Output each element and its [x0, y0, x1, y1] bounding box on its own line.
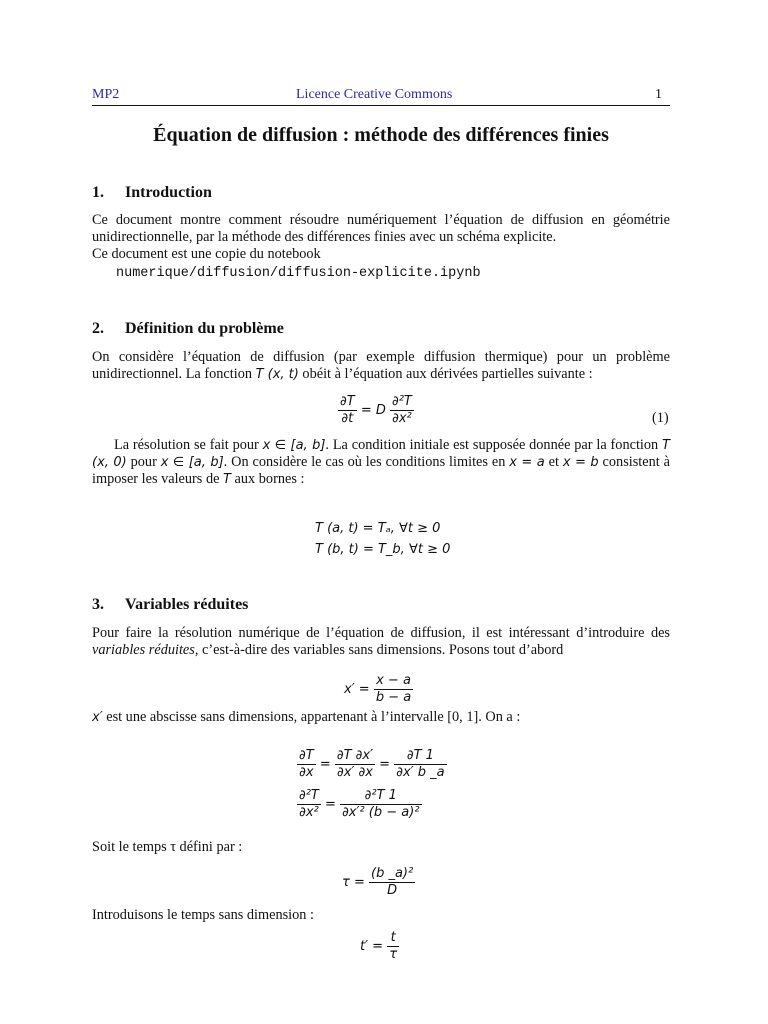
equation-lhs: x′ =	[344, 682, 370, 697]
section-3-para-3: Soit le temps τ défini par :	[92, 839, 243, 855]
derivative-equation-1: $\frac{\partial T}{\partial x}$ = $\frac{\partial T \partial x'}{\partial x' \partial x}$ = $\frac{\partial T 1}{\partial x' b \_a}$	[299, 748, 445, 780]
equation-number: (1)	[652, 410, 669, 426]
fraction-numerator: ∂²T	[392, 394, 412, 409]
fraction-denominator: ∂x²	[390, 410, 414, 427]
section-3-para-2	[92, 709, 670, 726]
fraction-numerator: x − a	[376, 673, 411, 688]
document-title: Équation de diffusion : méthode des différences finies	[153, 124, 609, 146]
fraction-denominator: b − a	[375, 690, 412, 705]
section-number: 3.	[92, 596, 104, 613]
header-course: MP2	[92, 87, 120, 102]
section-3-para-1	[92, 625, 670, 659]
fraction-numerator: ∂T	[299, 748, 314, 763]
math-inline: x ∈ [a, b]	[262, 438, 326, 453]
paragraph: Ce document est une copie du notebook	[92, 246, 321, 262]
equation-lhs: τ =	[342, 875, 365, 890]
section-title: Introduction	[125, 184, 212, 201]
text: La résolution se fait pour	[114, 437, 263, 453]
math-inline: T (x, 0)	[92, 438, 670, 470]
fraction-numerator: ∂²T	[299, 788, 319, 803]
emphasis: variables réduites	[92, 642, 195, 658]
section-title: Définition du problème	[125, 320, 284, 337]
section-number: 2.	[92, 320, 104, 337]
fraction-numerator: ∂²T 1	[364, 788, 397, 803]
text: Pour faire la résolution numérique de l’équation de diffusion, il est intéressant d’introduire des	[92, 625, 670, 641]
section-1-heading	[92, 184, 212, 202]
section-2-para-1	[92, 349, 670, 383]
fraction-denominator: ∂x′² (b − a)²	[342, 805, 420, 820]
math-inline: T	[223, 472, 231, 487]
text: . La condition initiale est supposée donnée par la fonction	[325, 437, 663, 453]
text: , c’est-à-dire des variables sans dimensions. Posons tout d’abord	[194, 642, 564, 658]
fraction-numerator: ∂T 1	[406, 748, 434, 763]
math-inline: x = b	[562, 455, 599, 470]
text: est une abscisse sans dimensions, appartenant à l’intervalle [0, 1]. On a :	[102, 709, 521, 725]
section-2-heading	[92, 320, 284, 338]
fraction-denominator: ∂x²	[297, 804, 321, 821]
math-operator: = D	[360, 403, 386, 418]
fraction-numerator: ∂T ∂x′	[336, 748, 374, 763]
reduced-time-equation	[360, 930, 399, 963]
text: pour	[126, 454, 161, 470]
fraction-denominator: ∂x′ b _a	[396, 765, 445, 780]
tau-equation	[342, 866, 415, 899]
fraction-numerator: t	[390, 930, 396, 945]
text: et	[544, 454, 563, 470]
section-2-para-2	[92, 437, 670, 488]
section-3-heading	[92, 596, 248, 614]
section-3-para-4: Introduisons le temps sans dimension :	[92, 907, 314, 923]
header-license: Licence Creative Commons	[296, 87, 453, 102]
section-title: Variables réduites	[125, 596, 249, 613]
text: . On considère le cas où les conditions limites en	[223, 454, 510, 470]
notebook-path: numerique/diffusion/diffusion-explicite.ipynb	[116, 266, 481, 281]
boundary-condition-b: T (b, t) = T_b, ∀t ≥ 0	[315, 542, 451, 557]
fraction-denominator: ∂x′ ∂x	[335, 764, 375, 781]
fraction-denominator: D	[369, 882, 415, 899]
reduced-x-equation	[344, 673, 413, 706]
page-number: 1	[655, 87, 662, 102]
paragraph: Ce document montre comment résoudre numériquement l’équation de diffusion en géométrie unidirectionnelle, par la méthode des différences finies avec un schéma explicite.	[92, 212, 670, 245]
equation-1	[338, 394, 414, 427]
fraction-numerator: (b _a)²	[371, 866, 414, 881]
section-1-body	[92, 212, 670, 282]
math-inline: x ∈ [a, b]	[160, 455, 224, 470]
header-rule	[92, 105, 670, 106]
fraction-numerator: ∂T	[340, 394, 355, 409]
section-number: 1.	[92, 184, 104, 201]
boundary-condition-a: T (a, t) = Tₐ, ∀t ≥ 0	[315, 521, 441, 536]
fraction-denominator: ∂t	[338, 410, 357, 427]
text: consistent à imposer les valeurs de	[92, 454, 670, 487]
equation-lhs: t′ =	[360, 939, 384, 954]
fraction-denominator: τ	[389, 947, 398, 962]
math-inline: T (x, t)	[255, 367, 299, 382]
text: obéit à l’équation aux dérivées partielles suivante :	[298, 366, 593, 382]
text: On considère l’équation de diffusion (par exemple diffusion thermique) pour un problème unidirectionnel. La fonction	[92, 349, 670, 382]
math-inline: x = a	[509, 455, 545, 470]
fraction-denominator: ∂x	[297, 764, 316, 781]
text: aux bornes :	[230, 471, 305, 487]
derivative-equation-2: $\frac{\text{∂²T}}{\text{∂x²}}$ = $\frac{\text{∂²T 1}}{\text{∂x′² (b − a)²}}$	[299, 788, 420, 820]
math-inline: x′	[92, 710, 103, 725]
